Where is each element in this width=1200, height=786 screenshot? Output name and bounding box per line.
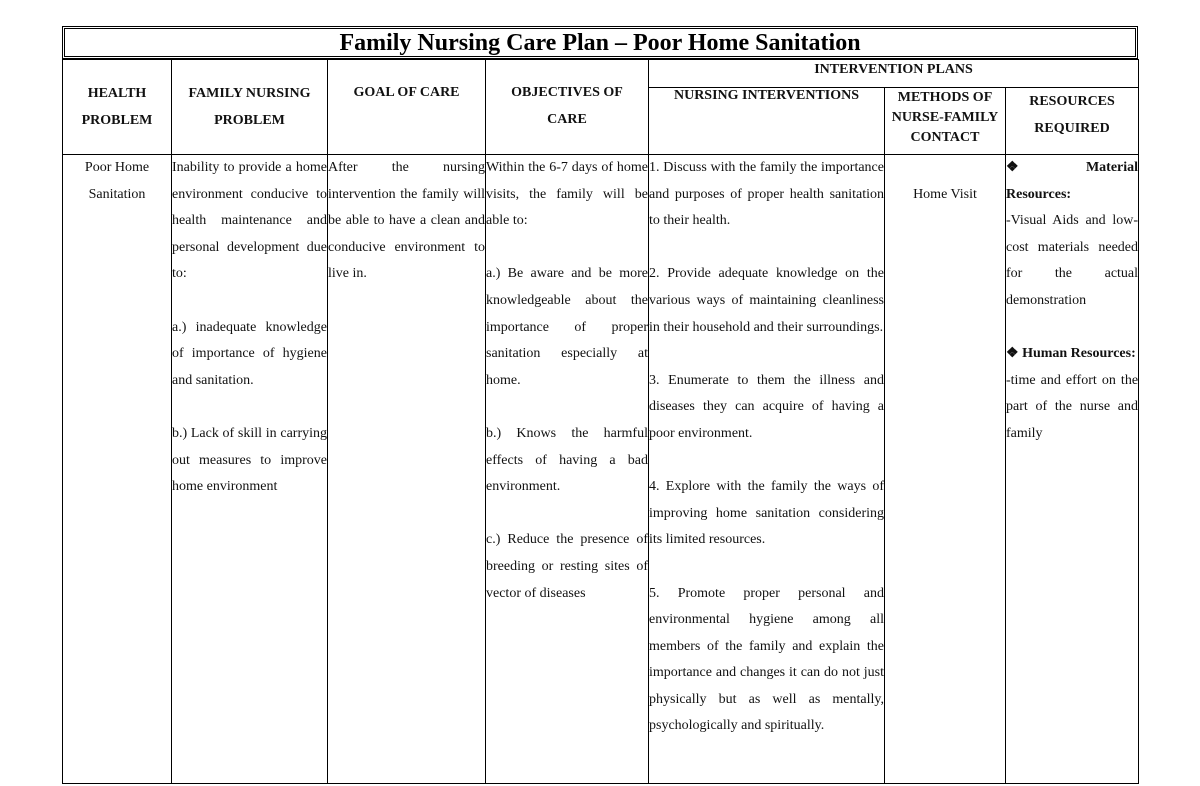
material-resources-text: -Visual Aids and low-cost materials needed for the actual demonstration	[1006, 213, 1139, 308]
method-home-visit: Home Visit	[913, 186, 977, 202]
header-objectives-of-care: OBJECTIVES OF CARE	[486, 60, 649, 155]
cell-resources-required	[1006, 155, 1139, 784]
human-resources-heading: ❖ Human Resources:	[1006, 346, 1136, 362]
objective-b: b.) Knows the harmful effects of having a bad environment.	[486, 425, 648, 495]
objective-c: c.) Reduce the presence of breeding or resting sites of vector of diseases	[486, 532, 648, 601]
problem-item-a: a.) inadequate knowledge of importance of hygiene and sanitation.	[172, 319, 327, 388]
care-plan-page	[62, 26, 1138, 786]
human-resources-text: -time and effort on the part of the nurse and family	[1006, 372, 1139, 441]
problem-item-b: b.) Lack of skill in carrying out measures to improve home environment	[172, 425, 327, 495]
cell-family-nursing-problem	[172, 155, 328, 784]
diamond-bullet-icon: ❖	[1006, 160, 1051, 175]
intervention-2: 2. Provide adequate knowledge on the various ways of maintaining cleanliness in their household and their surroundings.	[649, 266, 884, 335]
cell-objectives-of-care	[486, 155, 649, 784]
objectives-intro: Within the 6-7 days of home visits, the family will be able to:	[486, 160, 648, 229]
cell-methods-of-contact	[885, 155, 1006, 784]
header-goal-of-care: GOAL OF CARE	[328, 60, 486, 155]
header-resources-required: RESOURCES REQUIRED	[1006, 88, 1139, 155]
document-title: Family Nursing Care Plan – Poor Home Sanitation	[62, 26, 1138, 59]
goal-text: After the nursing intervention the family will be able to have a clean and conducive environment to live in.	[328, 160, 485, 282]
objective-a: a.) Be aware and be more knowledgeable about the importance of proper sanitation especially at home.	[486, 266, 648, 388]
header-intervention-plans: INTERVENTION PLANS	[649, 60, 1139, 88]
header-nursing-interventions: NURSING INTERVENTIONS	[649, 88, 885, 155]
intervention-3: 3. Enumerate to them the illness and diseases they can acquire of having a poor environment.	[649, 372, 884, 441]
intervention-5: 5. Promote proper personal and environmental hygiene among all members of the family and explain the importance and changes it can do not just physically but as well as mentally, psychologically and spiritually.	[649, 585, 884, 734]
cell-goal-of-care	[328, 155, 486, 784]
intervention-4: 4. Explore with the family the ways of improving home sanitation considering its limited resources.	[649, 479, 884, 548]
cell-nursing-interventions	[649, 155, 885, 784]
material-resources-heading: ❖ Material Resources:	[1006, 160, 1139, 202]
diamond-bullet-icon: ❖	[1006, 346, 1019, 362]
problem-intro: Inability to provide a home environment conducive to health maintenance and personal development due to:	[172, 160, 327, 282]
intervention-1: 1. Discuss with the family the importance and purposes of proper health sanitation to their health.	[649, 160, 884, 229]
care-plan-table	[62, 59, 1139, 784]
header-family-nursing-problem: FAMILY NURSING PROBLEM	[172, 60, 328, 155]
header-health-problem: HEALTH PROBLEM	[63, 60, 172, 155]
cell-health-problem: Poor Home Sanitation	[63, 155, 172, 784]
header-methods-of-contact: METHODS OF NURSE-FAMILY CONTACT	[885, 88, 1006, 155]
